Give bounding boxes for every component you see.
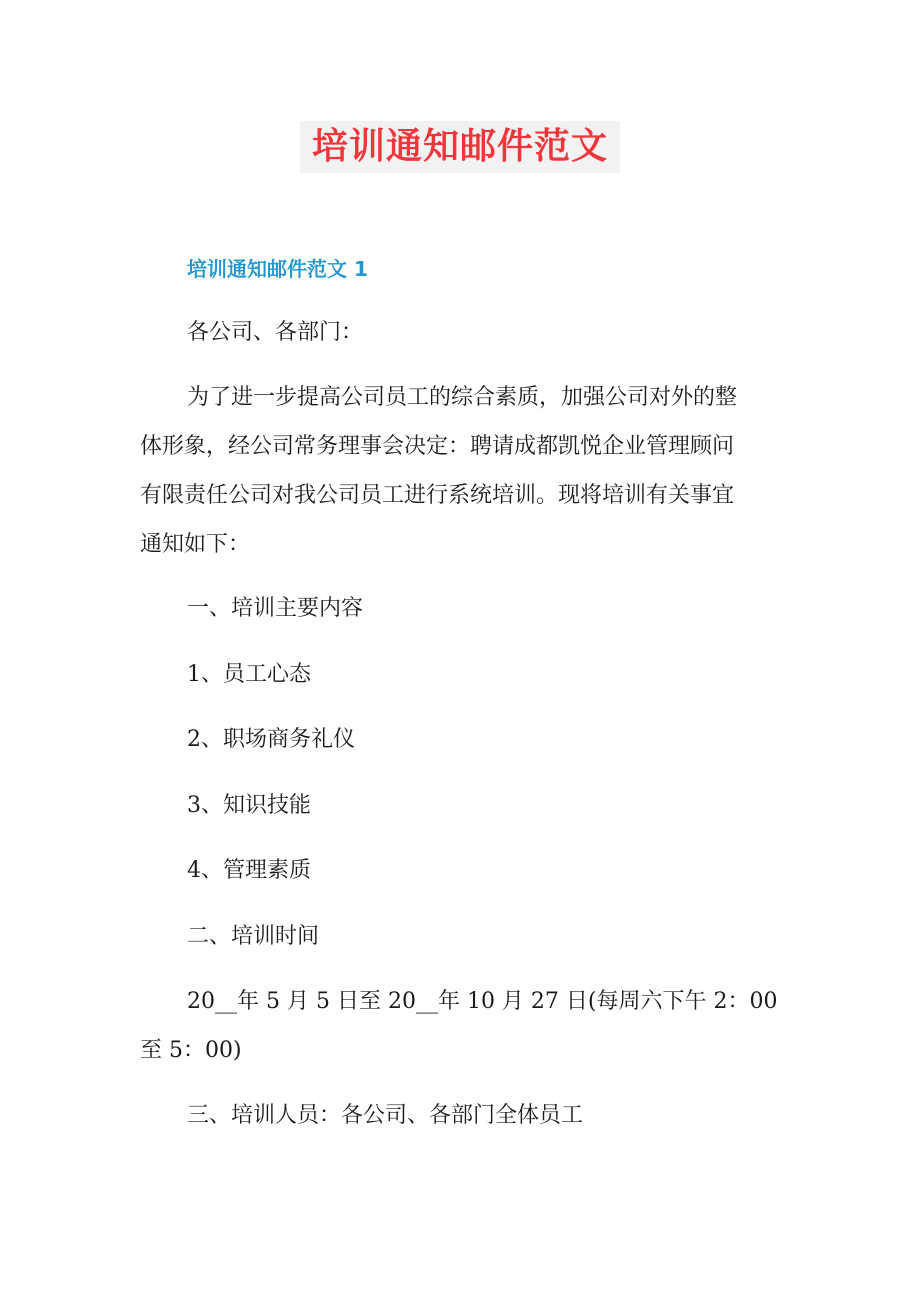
content-item-4: 4、管理素质 [187,858,311,883]
intro-line-4: 通知如下： [140,532,251,557]
section-heading: 培训通知邮件范文 1 [187,257,368,281]
intro-line-1: 为了进一步提高公司员工的综合素质，加强公司对外的整 [187,385,738,410]
greeting: 各公司、各部门： [187,320,364,345]
section-two-heading: 二、培训时间 [187,924,320,949]
document-title: 培训通知邮件范文 [300,121,620,173]
time-line-1: 20__年 5 月 5 日至 20__年 10 月 27 日(每周六下午 2：00 [187,989,778,1014]
intro-line-2: 体形象，经公司常务理事会决定：聘请成都凯悦企业管理顾问 [140,434,735,459]
intro-line-3: 有限责任公司对我公司员工进行系统培训。现将培训有关事宜 [140,483,735,508]
content-item-3: 3、知识技能 [187,793,311,818]
time-line-2: 至 5：00) [140,1038,242,1063]
content-item-1: 1、员工心态 [187,662,311,687]
section-three-heading: 三、培训人员：各公司、各部门全体员工 [187,1103,584,1128]
section-one-heading: 一、培训主要内容 [187,596,364,621]
content-item-2: 2、职场商务礼仪 [187,727,355,752]
